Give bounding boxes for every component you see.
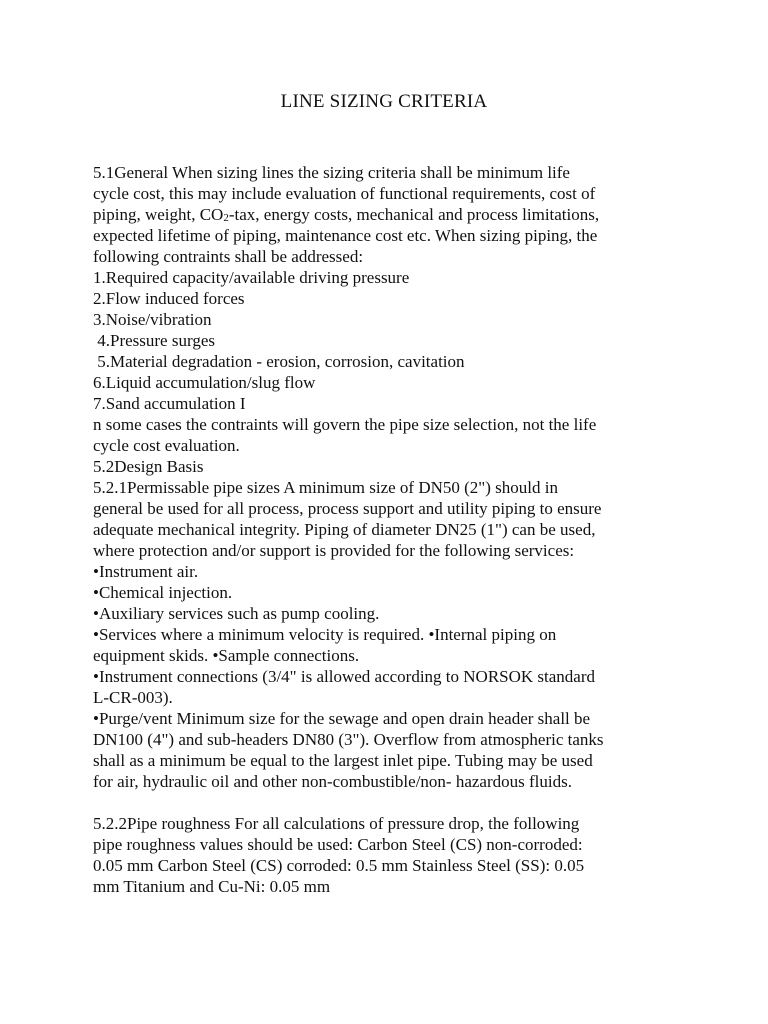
text-line: 2.Flow induced forces xyxy=(93,289,245,308)
text-line: expected lifetime of piping, maintenance cost etc. When sizing piping, the xyxy=(93,226,598,245)
text-line: •Services where a minimum velocity is required. •Internal piping on xyxy=(93,625,557,644)
text-line: adequate mechanical integrity. Piping of diameter DN25 (1") can be used, xyxy=(93,520,596,539)
text-line: •Chemical injection. xyxy=(93,583,233,602)
text-line: •Instrument air. xyxy=(93,562,199,581)
text-line: 3.Noise/vibration xyxy=(93,310,212,329)
text-line: •Purge/vent Minimum size for the sewage and open drain header shall be xyxy=(93,709,591,728)
text-line: 5.2.1Permissable pipe sizes A minimum size of DN50 (2") should in xyxy=(93,478,558,497)
text-line: 4.Pressure surges xyxy=(93,331,215,350)
text-line: L-CR-003). xyxy=(93,688,173,707)
text-line: 6.Liquid accumulation/slug flow xyxy=(93,373,316,392)
text-line: equipment skids. •Sample connections. xyxy=(93,646,360,665)
subscript-two: 2 xyxy=(223,212,229,224)
text-line: 5.1General When sizing lines the sizing criteria shall be minimum life xyxy=(93,163,570,182)
text-line: cycle cost evaluation. xyxy=(93,436,240,455)
text-line: 5.2Design Basis xyxy=(93,457,204,476)
text-line: mm Titanium and Cu-Ni: 0.05 mm xyxy=(93,877,331,896)
text-line: 5.2.2Pipe roughness For all calculations of pressure drop, the following xyxy=(93,814,580,833)
text-line: general be used for all process, process support and utility piping to ensure xyxy=(93,499,602,518)
text-line: 7.Sand accumulation I xyxy=(93,394,246,413)
text-line: pipe roughness values should be used: Carbon Steel (CS) non-corroded: xyxy=(93,835,583,854)
text-line: •Auxiliary services such as pump cooling. xyxy=(93,604,380,623)
text-line: shall as a minimum be equal to the largest inlet pipe. Tubing may be used xyxy=(93,751,593,770)
text-line: 0.05 mm Carbon Steel (CS) corroded: 0.5 mm Stainless Steel (SS): 0.05 xyxy=(93,856,585,875)
text-line: following contraints shall be addressed: xyxy=(93,247,364,266)
text-line: for air, hydraulic oil and other non-combustible/non- hazardous fluids. xyxy=(93,772,572,791)
paragraph-spacer xyxy=(93,792,693,813)
page-title: LINE SIZING CRITERIA xyxy=(280,91,488,112)
text-line: where protection and/or support is provided for the following services: xyxy=(93,541,575,560)
text-line: n some cases the contraints will govern the pipe size selection, not the life xyxy=(93,415,597,434)
text-line: piping, weight, $CO_2$-tax, energy costs, mechanical and process limitations, xyxy=(93,205,600,224)
text-line: •Instrument connections (3/4" is allowed according to NORSOK standard xyxy=(93,667,596,686)
text-line: DN100 (4") and sub-headers DN80 (3"). Overflow from atmospheric tanks xyxy=(93,730,604,749)
text-line: cycle cost, this may include evaluation of functional requirements, cost of xyxy=(93,184,596,203)
text-line: 1.Required capacity/available driving pressure xyxy=(93,268,410,287)
text-line: 5.Material degradation - erosion, corrosion, cavitation xyxy=(93,352,465,371)
document-body xyxy=(93,162,693,897)
